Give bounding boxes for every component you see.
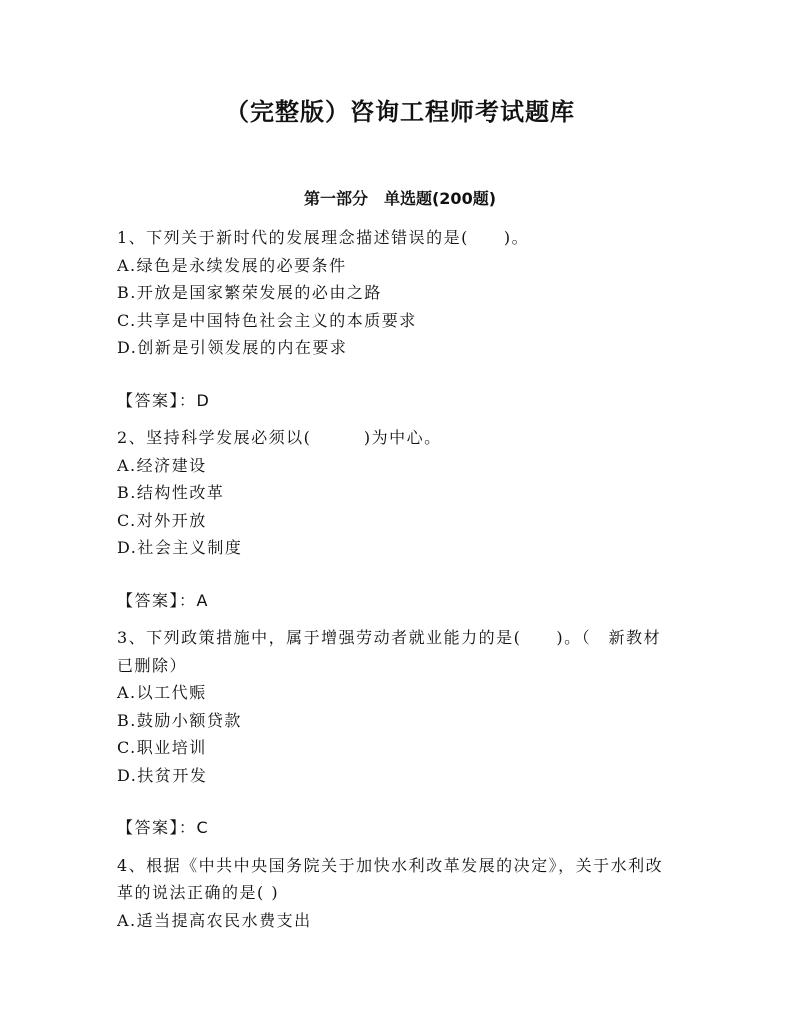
question-2 [117,424,677,614]
option-c: C.职业培训 [117,738,207,757]
section-title: 第一部分 单选题(200题) [303,189,497,208]
question-stem: 3、下列政策措施中，属于增强劳动者就业能力的是( )。（ 新教材已删除） [117,628,662,675]
option-d: D.扶贫开发 [117,765,208,785]
question-1 [117,224,677,414]
option-a: A.经济建设 [117,455,207,475]
answer-label: 【答案】：A [117,590,209,610]
option-a: A.以工代赈 [117,683,207,702]
document-title: （完整版）咨询工程师考试题库 [225,97,575,126]
question-stem: 2、坚持科学发展必须以( )为中心。 [117,428,442,447]
answer-label: 【答案】：D [117,390,211,410]
option-a: A.绿色是永续发展的必要条件 [117,255,347,275]
option-c: C.共享是中国特色社会主义的本质要求 [117,310,417,330]
option-b: B.开放是国家繁荣发展的必由之路 [117,283,382,302]
option-d: D.社会主义制度 [117,538,243,557]
option-b: B.鼓励小额贷款 [117,710,242,730]
question-4 [117,852,677,935]
option-b: B.结构性改革 [117,483,225,502]
option-c: C.对外开放 [117,510,207,530]
answer-label: 【答案】：C [117,818,210,837]
option-d: D.创新是引领发展的内在要求 [117,338,348,357]
question-3 [117,624,677,842]
question-list [117,224,677,934]
option-a: A.适当提高农民水费支出 [117,910,312,930]
question-stem: 1、下列关于新时代的发展理念描述错误的是( )。 [117,228,530,247]
question-stem: 4、根据《中共中央国务院关于加快水利改革发展的决定》，关于水利改革的说法正确的是( ) [117,855,664,902]
